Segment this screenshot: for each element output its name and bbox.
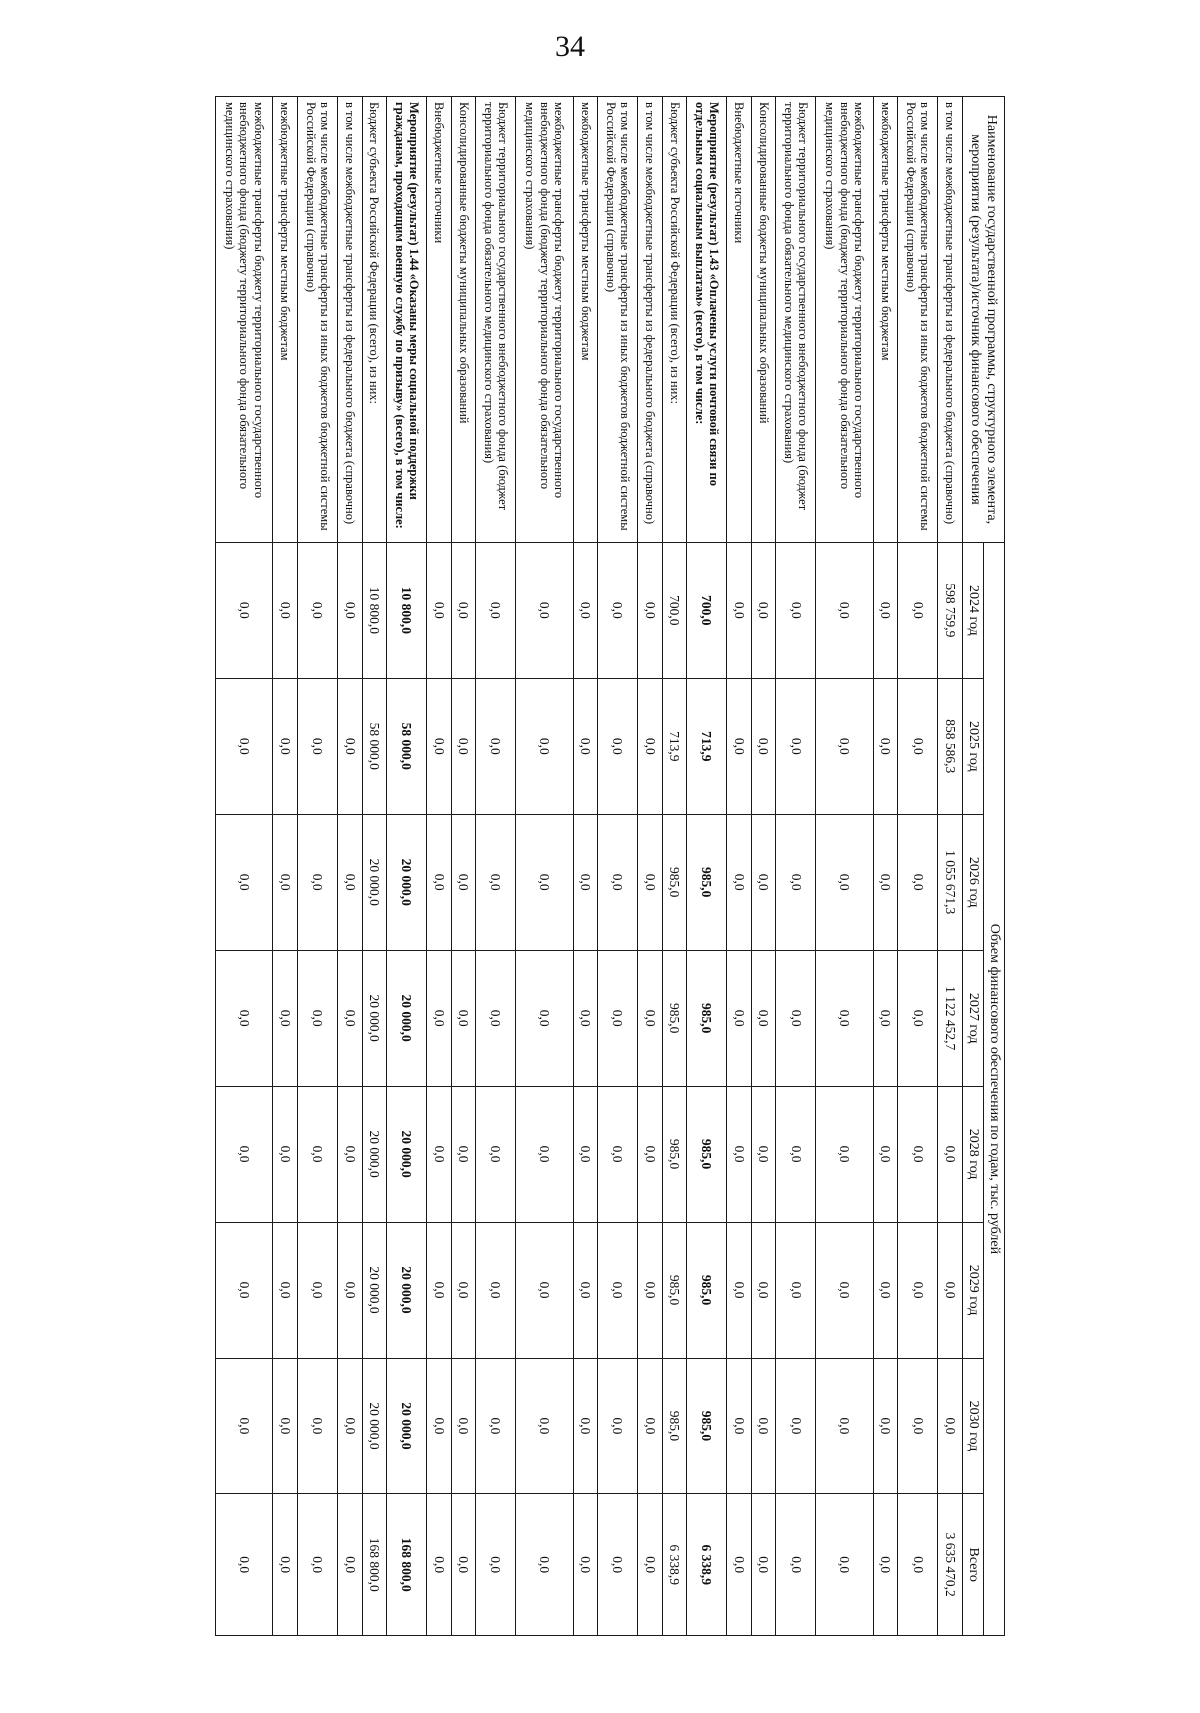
table-row: [938, 97, 962, 1636]
row-label: Мероприятие (результат) 1.44 «Оказаны меры социальной поддержки гражданам, проходящим военную службу по призыву» (всего), в том числе:: [387, 97, 427, 543]
row-value: 0,0: [516, 950, 573, 1086]
row-value: 0,0: [751, 950, 775, 1086]
row-label: в том числе межбюджетные трансферты из федерального бюджета (справочно): [338, 97, 362, 543]
year-column-header: 2029 год: [962, 1222, 983, 1358]
row-value: 0,0: [598, 542, 638, 678]
row-value: 0,0: [873, 1086, 897, 1222]
table-row: [273, 97, 297, 1636]
row-value: 0,0: [898, 1086, 938, 1222]
row-value: 58 000,0: [362, 678, 386, 814]
row-value: 0,0: [727, 1222, 751, 1358]
table-row: [727, 97, 751, 1636]
row-value: 0,0: [451, 950, 475, 1086]
table-row: [662, 97, 686, 1636]
year-column-header: 2026 год: [962, 814, 983, 950]
row-value: 0,0: [873, 1358, 897, 1494]
row-value: 0,0: [338, 678, 362, 814]
row-label: Внебюджетные источники: [727, 97, 751, 543]
row-value: 0,0: [427, 678, 451, 814]
row-value: 0,0: [297, 678, 337, 814]
row-label: в том числе межбюджетные трансферты из иных бюджетов бюджетной системы Российской Федерации (справочно): [598, 97, 638, 543]
row-value: 713,9: [662, 678, 686, 814]
year-column-header: 2028 год: [962, 1086, 983, 1222]
row-value: 0,0: [476, 814, 516, 950]
table-row: [638, 97, 662, 1636]
row-value: 0,0: [598, 950, 638, 1086]
row-value: 0,0: [816, 678, 873, 814]
row-value: 0,0: [573, 1494, 597, 1636]
row-value: 0,0: [727, 678, 751, 814]
row-value: 1 055 671,3: [938, 814, 962, 950]
row-value: 0,0: [898, 950, 938, 1086]
row-value: 0,0: [816, 1222, 873, 1358]
row-value: 0,0: [216, 678, 273, 814]
row-label: Консолидированные бюджеты муниципальных образований: [451, 97, 475, 543]
row-value: 0,0: [476, 1494, 516, 1636]
row-value: 0,0: [776, 950, 816, 1086]
row-value: 10 800,0: [387, 542, 427, 678]
name-column-header: Наименование государственной программы, структурного элемента, мероприятия (результата)/источник финансового обеспечения: [962, 97, 1004, 543]
row-value: 0,0: [598, 678, 638, 814]
table-body: [216, 97, 963, 1636]
row-label: Внебюджетные источники: [427, 97, 451, 543]
row-value: 0,0: [938, 1086, 962, 1222]
year-column-header: 2025 год: [962, 678, 983, 814]
row-value: 0,0: [338, 950, 362, 1086]
row-label: в том числе межбюджетные трансферты из иных бюджетов бюджетной системы Российской Федерации (справочно): [297, 97, 337, 543]
row-value: 6 338,9: [687, 1494, 727, 1636]
table-row: [687, 97, 727, 1636]
row-value: 0,0: [776, 1086, 816, 1222]
row-value: 598 759,9: [938, 542, 962, 678]
rotated-table-container: [215, 96, 1005, 1636]
year-column-header: 2030 год: [962, 1358, 983, 1494]
row-label: межбюджетные трансферты бюджету территориального государственного внебюджетного фонда (бюджету территориального фонда обязательного медицинского страхования): [816, 97, 873, 543]
row-value: 20 000,0: [387, 814, 427, 950]
row-value: 0,0: [427, 542, 451, 678]
row-label: Мероприятие (результат) 1.43 «Оплачены услуги почтовой связи по отдельным социальным выплатам» (всего), в том числе:: [687, 97, 727, 543]
row-value: 0,0: [476, 1086, 516, 1222]
row-label: межбюджетные трансферты местным бюджетам: [873, 97, 897, 543]
row-value: 0,0: [776, 542, 816, 678]
row-value: 0,0: [338, 1494, 362, 1636]
row-value: 168 800,0: [387, 1494, 427, 1636]
row-value: 0,0: [638, 1086, 662, 1222]
row-value: 0,0: [216, 950, 273, 1086]
row-value: 0,0: [451, 1086, 475, 1222]
row-value: 20 000,0: [387, 1358, 427, 1494]
row-value: 20 000,0: [362, 814, 386, 950]
row-value: 0,0: [427, 1494, 451, 1636]
row-value: 0,0: [776, 1222, 816, 1358]
row-value: 0,0: [898, 678, 938, 814]
row-value: 0,0: [751, 814, 775, 950]
row-label: Бюджет субъекта Российской Федерации (всего), из них:: [362, 97, 386, 543]
row-value: 713,9: [687, 678, 727, 814]
row-value: 20 000,0: [362, 1222, 386, 1358]
funding-group-header: Объем финансового обеспечения по годам, тыс. рублей: [983, 542, 1004, 1635]
row-value: 0,0: [216, 814, 273, 950]
row-value: 0,0: [427, 1358, 451, 1494]
row-value: 0,0: [898, 1494, 938, 1636]
row-value: 0,0: [727, 542, 751, 678]
row-value: 0,0: [873, 950, 897, 1086]
row-value: 0,0: [727, 950, 751, 1086]
row-value: 858 586,3: [938, 678, 962, 814]
row-value: 0,0: [427, 950, 451, 1086]
row-label: Бюджет субъекта Российской Федерации (всего), из них:: [662, 97, 686, 543]
row-value: 0,0: [873, 814, 897, 950]
row-value: 0,0: [297, 1086, 337, 1222]
row-value: 0,0: [573, 814, 597, 950]
row-value: 0,0: [216, 1494, 273, 1636]
row-value: 0,0: [573, 1358, 597, 1494]
row-value: 20 000,0: [362, 950, 386, 1086]
row-value: 3 635 470,2: [938, 1494, 962, 1636]
row-value: 0,0: [476, 542, 516, 678]
row-value: 0,0: [476, 678, 516, 814]
row-value: 1 122 452,7: [938, 950, 962, 1086]
row-label: межбюджетные трансферты бюджету территориального государственного внебюджетного фонда (бюджету территориального фонда обязательного медицинского страхования): [516, 97, 573, 543]
header-row-group: [983, 97, 1004, 1636]
row-value: 0,0: [638, 1222, 662, 1358]
row-value: 0,0: [873, 678, 897, 814]
total-column-header: Всего: [962, 1494, 983, 1636]
row-value: 0,0: [451, 1222, 475, 1358]
row-value: 0,0: [338, 1358, 362, 1494]
row-value: 0,0: [776, 1494, 816, 1636]
row-value: 0,0: [598, 1222, 638, 1358]
row-value: 20 000,0: [387, 1086, 427, 1222]
row-value: 0,0: [751, 678, 775, 814]
row-value: 985,0: [687, 1086, 727, 1222]
row-value: 0,0: [297, 950, 337, 1086]
row-value: 0,0: [516, 1358, 573, 1494]
table-row: [297, 97, 337, 1636]
row-value: 0,0: [938, 1222, 962, 1358]
row-value: 0,0: [451, 1494, 475, 1636]
row-value: 0,0: [816, 950, 873, 1086]
row-value: 985,0: [687, 814, 727, 950]
row-label: межбюджетные трансферты бюджету территориального государственного внебюджетного фонда (бюджету территориального фонда обязательного медицинского страхования): [216, 97, 273, 543]
row-value: 0,0: [938, 1358, 962, 1494]
row-value: 0,0: [816, 1358, 873, 1494]
row-value: 0,0: [273, 814, 297, 950]
row-value: 0,0: [273, 542, 297, 678]
table-row: [751, 97, 775, 1636]
row-value: 0,0: [598, 1494, 638, 1636]
table-row: [776, 97, 816, 1636]
financing-table: [215, 96, 1005, 1636]
row-value: 0,0: [598, 1358, 638, 1494]
row-value: 0,0: [273, 1222, 297, 1358]
row-value: 0,0: [476, 1222, 516, 1358]
row-label: межбюджетные трансферты местным бюджетам: [573, 97, 597, 543]
table-row: [573, 97, 597, 1636]
row-value: 985,0: [687, 1222, 727, 1358]
row-value: 0,0: [516, 814, 573, 950]
row-value: 0,0: [598, 1086, 638, 1222]
row-value: 58 000,0: [387, 678, 427, 814]
row-value: 0,0: [516, 678, 573, 814]
row-value: 0,0: [476, 950, 516, 1086]
row-value: 0,0: [297, 1358, 337, 1494]
row-value: 20 000,0: [362, 1358, 386, 1494]
row-value: 0,0: [638, 950, 662, 1086]
row-value: 0,0: [216, 1222, 273, 1358]
row-value: 0,0: [338, 1222, 362, 1358]
table-row: [516, 97, 573, 1636]
row-value: 0,0: [516, 1086, 573, 1222]
row-value: 0,0: [776, 814, 816, 950]
row-value: 0,0: [273, 950, 297, 1086]
row-value: 0,0: [451, 1358, 475, 1494]
row-label: в том числе межбюджетные трансферты из федерального бюджета (справочно): [938, 97, 962, 543]
table-row: [362, 97, 386, 1636]
row-value: 985,0: [687, 1358, 727, 1494]
row-value: 0,0: [297, 1494, 337, 1636]
row-value: 0,0: [873, 542, 897, 678]
row-value: 0,0: [573, 678, 597, 814]
row-value: 0,0: [598, 814, 638, 950]
table-row: [898, 97, 938, 1636]
row-value: 0,0: [573, 1086, 597, 1222]
row-value: 0,0: [776, 678, 816, 814]
row-value: 700,0: [662, 542, 686, 678]
page-number: 34: [555, 30, 585, 63]
row-value: 6 338,9: [662, 1494, 686, 1636]
year-column-header: 2027 год: [962, 950, 983, 1086]
row-value: 0,0: [273, 678, 297, 814]
row-value: 0,0: [898, 1222, 938, 1358]
row-value: 0,0: [776, 1358, 816, 1494]
table-row: [873, 97, 897, 1636]
row-value: 0,0: [873, 1222, 897, 1358]
row-value: 0,0: [273, 1494, 297, 1636]
row-value: 0,0: [816, 814, 873, 950]
row-value: 0,0: [898, 542, 938, 678]
row-value: 985,0: [687, 950, 727, 1086]
row-value: 0,0: [297, 542, 337, 678]
row-value: 985,0: [662, 814, 686, 950]
table-row: [338, 97, 362, 1636]
row-value: 0,0: [751, 1222, 775, 1358]
row-value: 0,0: [516, 542, 573, 678]
row-value: 0,0: [873, 1494, 897, 1636]
row-value: 0,0: [338, 1086, 362, 1222]
row-value: 0,0: [573, 1222, 597, 1358]
row-value: 0,0: [816, 1086, 873, 1222]
row-value: 985,0: [662, 1222, 686, 1358]
row-value: 168 800,0: [362, 1494, 386, 1636]
row-value: 0,0: [451, 678, 475, 814]
row-value: 0,0: [216, 1086, 273, 1222]
row-value: 0,0: [638, 814, 662, 950]
row-value: 0,0: [216, 542, 273, 678]
row-value: 0,0: [451, 542, 475, 678]
row-label: межбюджетные трансферты местным бюджетам: [273, 97, 297, 543]
row-label: Бюджет территориального государственного внебюджетного фонда (бюджет территориального фонда обязательного медицинского страхования): [776, 97, 816, 543]
row-value: 0,0: [476, 1358, 516, 1494]
row-value: 0,0: [751, 1358, 775, 1494]
row-value: 0,0: [638, 1358, 662, 1494]
row-value: 0,0: [816, 542, 873, 678]
row-value: 0,0: [898, 814, 938, 950]
row-value: 0,0: [816, 1494, 873, 1636]
row-value: 0,0: [338, 814, 362, 950]
row-value: 20 000,0: [387, 1222, 427, 1358]
year-column-header: 2024 год: [962, 542, 983, 678]
table-row: [427, 97, 451, 1636]
row-value: 0,0: [427, 1086, 451, 1222]
row-value: 0,0: [451, 814, 475, 950]
row-value: 0,0: [727, 1358, 751, 1494]
table-row: [216, 97, 273, 1636]
table-row: [476, 97, 516, 1636]
table-row: [816, 97, 873, 1636]
row-value: 0,0: [751, 1086, 775, 1222]
row-value: 0,0: [338, 542, 362, 678]
row-value: 985,0: [662, 1086, 686, 1222]
row-value: 0,0: [573, 542, 597, 678]
row-value: 0,0: [898, 1358, 938, 1494]
row-value: 0,0: [638, 1494, 662, 1636]
row-value: 0,0: [727, 1086, 751, 1222]
row-value: 985,0: [662, 1358, 686, 1494]
row-value: 0,0: [516, 1222, 573, 1358]
row-value: 0,0: [751, 542, 775, 678]
row-value: 0,0: [516, 1494, 573, 1636]
row-value: 0,0: [727, 814, 751, 950]
row-value: 0,0: [727, 1494, 751, 1636]
row-value: 10 800,0: [362, 542, 386, 678]
row-value: 0,0: [216, 1358, 273, 1494]
row-value: 985,0: [662, 950, 686, 1086]
table-row: [387, 97, 427, 1636]
row-value: 700,0: [687, 542, 727, 678]
row-value: 0,0: [427, 814, 451, 950]
row-label: Консолидированные бюджеты муниципальных образований: [751, 97, 775, 543]
table-row: [451, 97, 475, 1636]
row-value: 0,0: [297, 814, 337, 950]
row-value: 0,0: [638, 542, 662, 678]
row-value: 20 000,0: [387, 950, 427, 1086]
row-label: Бюджет территориального государственного внебюджетного фонда (бюджет территориального фонда обязательного медицинского страхования): [476, 97, 516, 543]
row-value: 0,0: [297, 1222, 337, 1358]
row-label: в том числе межбюджетные трансферты из федерального бюджета (справочно): [638, 97, 662, 543]
row-value: 0,0: [751, 1494, 775, 1636]
row-value: 0,0: [427, 1222, 451, 1358]
table-row: [598, 97, 638, 1636]
row-value: 20 000,0: [362, 1086, 386, 1222]
row-value: 0,0: [638, 678, 662, 814]
row-label: в том числе межбюджетные трансферты из иных бюджетов бюджетной системы Российской Федерации (справочно): [898, 97, 938, 543]
row-value: 0,0: [573, 950, 597, 1086]
row-value: 0,0: [273, 1358, 297, 1494]
row-value: 0,0: [273, 1086, 297, 1222]
